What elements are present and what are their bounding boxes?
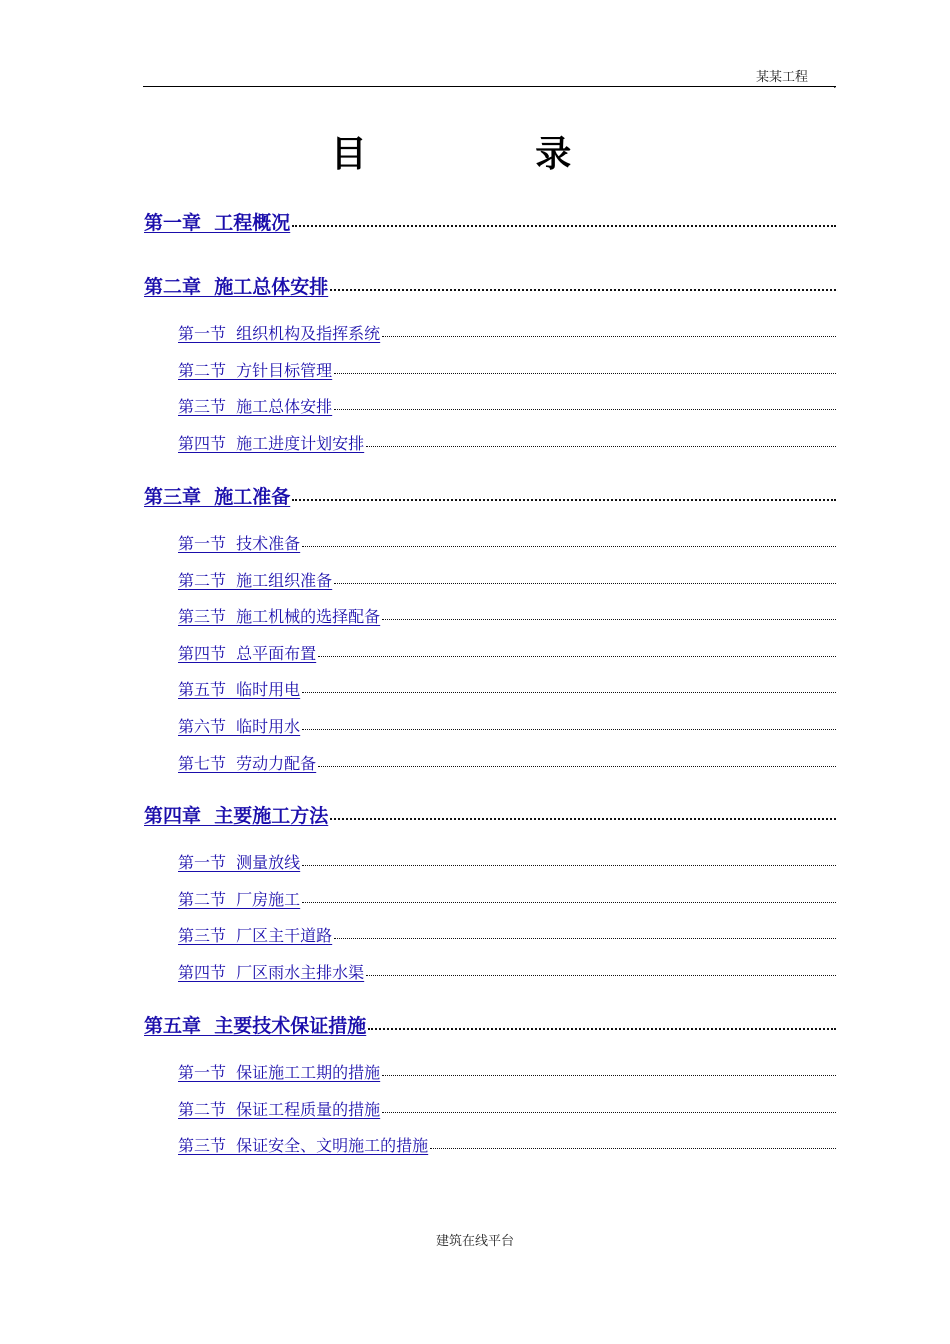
dot-leader [318, 766, 836, 767]
toc-section-label: 第三节 施工机械的选择配备 [178, 607, 381, 627]
toc-section-link[interactable] [178, 358, 836, 381]
toc-section-label: 第二节 方针目标管理 [178, 360, 333, 380]
toc-section-label: 第三节 保证安全、文明施工的措施 [178, 1136, 429, 1156]
toc-section-label: 第三节 厂区主干道路 [178, 926, 333, 946]
toc-section-link[interactable] [178, 431, 836, 454]
toc-section-link[interactable] [178, 850, 836, 873]
toc-chapter-link[interactable] [144, 1011, 836, 1038]
dot-leader [318, 656, 836, 657]
toc-chapter-label: 第四章 主要施工方法 [144, 805, 329, 827]
toc-chapter-label: 第五章 主要技术保证措施 [144, 1015, 367, 1037]
dot-leader [368, 1028, 836, 1030]
toc-section-label: 第四节 施工进度计划安排 [178, 433, 365, 453]
toc-section-label: 第二节 保证工程质量的措施 [178, 1099, 381, 1119]
toc-section-label: 第六节 临时用水 [178, 717, 301, 736]
dot-leader [302, 692, 836, 693]
toc-section-link[interactable] [178, 923, 836, 946]
toc-chapter-label: 第三章 施工准备 [144, 486, 291, 508]
toc-section-label: 第三节 施工总体安排 [178, 397, 333, 417]
dot-leader [382, 619, 836, 620]
dot-leader [330, 818, 836, 820]
dot-leader [334, 373, 836, 374]
toc-chapter-label: 第一章 工程概况 [144, 212, 291, 234]
dot-leader [292, 225, 836, 227]
dot-leader [382, 1112, 836, 1113]
toc-chapter-link[interactable] [144, 482, 836, 509]
toc-section-label: 第四节 厂区雨水主排水渠 [178, 962, 365, 982]
dot-leader [302, 865, 836, 866]
toc-chapter-link[interactable] [144, 272, 836, 299]
toc-section-label: 第一节 技术准备 [178, 534, 301, 553]
toc-section-link[interactable] [178, 677, 836, 700]
dot-leader [334, 409, 836, 410]
toc-chapter-link[interactable] [144, 801, 836, 828]
dot-leader [292, 499, 836, 501]
toc-section-link[interactable] [178, 568, 836, 591]
dot-leader [302, 546, 836, 547]
page-footer: 建筑在线平台 [435, 1234, 514, 1249]
dot-leader [330, 289, 836, 291]
toc-chapter-link[interactable] [144, 208, 836, 235]
dot-leader [334, 938, 836, 939]
toc-section-link[interactable] [178, 714, 836, 737]
dot-leader [302, 729, 836, 730]
dot-leader [302, 902, 836, 903]
toc-title: 目 录 [330, 134, 650, 175]
toc-section-label: 第七节 劳动力配备 [178, 753, 317, 773]
dot-leader [382, 1075, 836, 1076]
toc-section-link[interactable] [178, 1133, 836, 1156]
dot-leader [382, 336, 836, 337]
toc-section-link[interactable] [178, 751, 836, 774]
toc-section-label: 第二节 施工组织准备 [178, 570, 333, 590]
toc-section-link[interactable] [178, 641, 836, 664]
toc-section-label: 第一节 保证施工工期的措施 [178, 1063, 381, 1082]
dot-leader [366, 446, 836, 447]
page-header-title: 某某工程 [755, 70, 808, 85]
toc-section-label: 第一节 组织机构及指挥系统 [178, 324, 381, 343]
toc-section-link[interactable] [178, 1060, 836, 1083]
toc-section-link[interactable] [178, 960, 836, 983]
toc-section-label: 第二节 厂房施工 [178, 889, 301, 909]
toc-section-link[interactable] [178, 531, 836, 554]
dot-leader [366, 975, 836, 976]
toc-section-link[interactable] [178, 887, 836, 910]
toc-section-link[interactable] [178, 321, 836, 344]
toc-section-label: 第四节 总平面布置 [178, 643, 317, 663]
toc-section-label: 第五节 临时用电 [178, 680, 301, 700]
dot-leader [430, 1148, 836, 1149]
dot-leader [334, 583, 836, 584]
toc-section-link[interactable] [178, 604, 836, 627]
toc-section-link[interactable] [178, 1097, 836, 1120]
toc-section-link[interactable] [178, 394, 836, 417]
toc-section-label: 第一节 测量放线 [178, 853, 301, 872]
toc-chapter-label: 第二章 施工总体安排 [144, 276, 329, 298]
page-header-dot: . [833, 78, 837, 91]
